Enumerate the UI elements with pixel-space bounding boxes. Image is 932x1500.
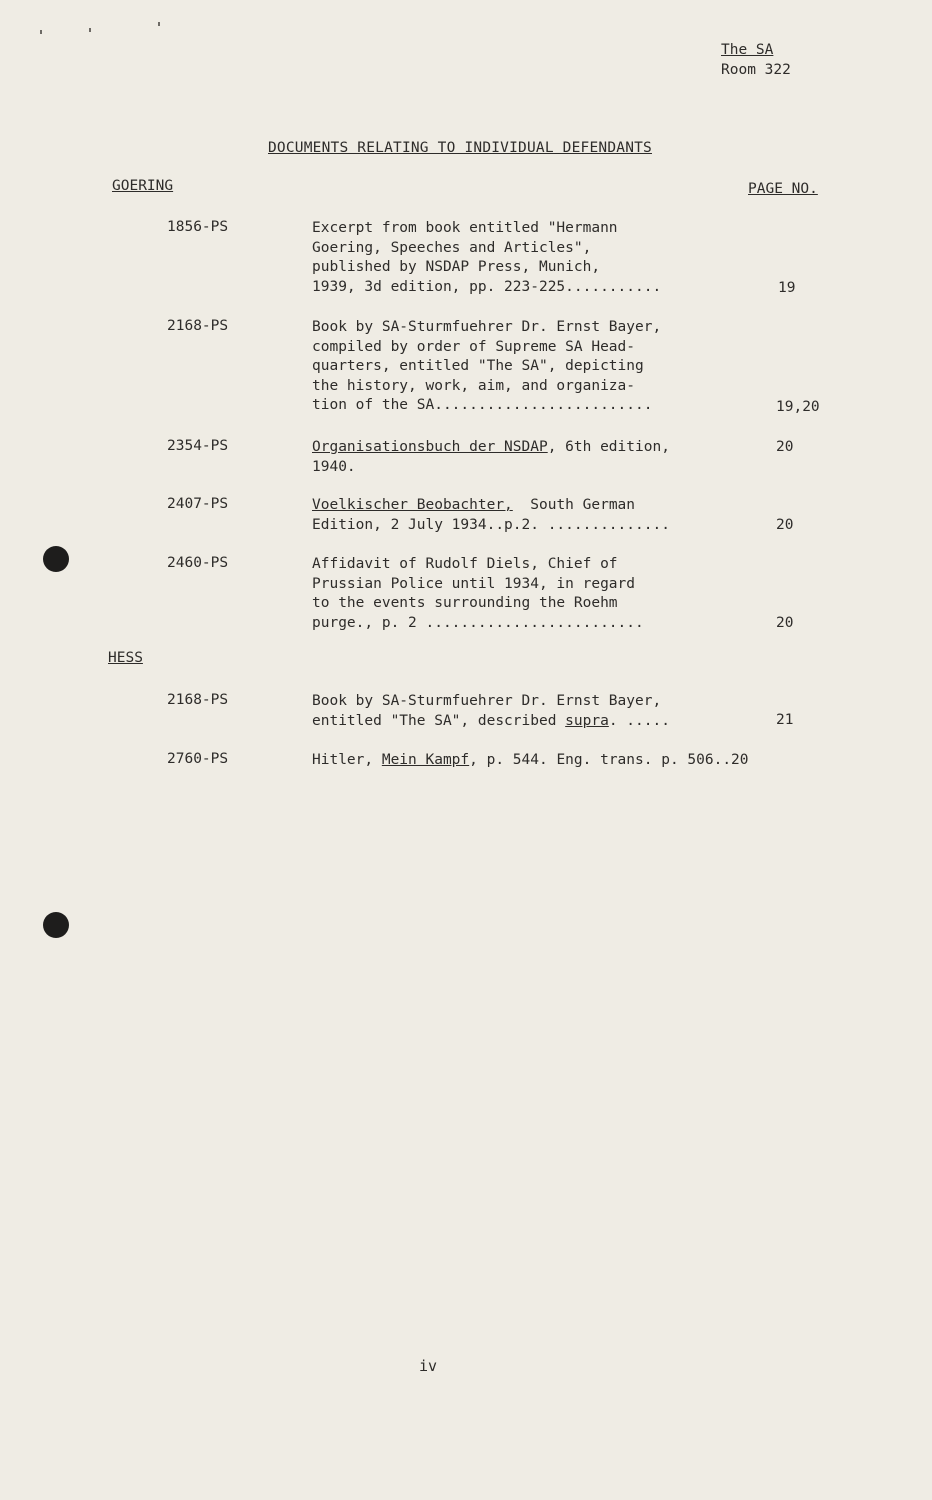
page-number: 20 [776,517,794,533]
page-number: 19,20 [776,399,820,415]
page-title: DOCUMENTS RELATING TO INDIVIDUAL DEFENDANTS [268,140,652,156]
document-id: 2407-PS [167,496,229,512]
document-id: 2760-PS [167,751,229,767]
page-number: 20 [776,615,794,631]
document-description: Excerpt from book entitled "Hermann Goering, Speeches and Articles", published by NSDAP Press, Munich, 1939, 3d edition, pp. 223-225........... [312,220,662,295]
document-id: 2354-PS [167,438,229,454]
paper-speck [40,30,42,34]
page-footer-number: iv [419,1357,438,1375]
document-description: Book by SA-Sturmfuehrer Dr. Ernst Bayer, compiled by order of Supreme SA Head- quarters, entitled "The SA", depicting the history, work, aim, and organiza- tion of the SA......................... [312,319,662,414]
page-number: 20 [776,439,794,455]
header-line2: Room 322 [721,62,791,78]
document-description: Organisationsbuch der NSDAP, 6th edition, 1940. [312,439,670,475]
document-description: Voelkischer Beobachter, South German Edition, 2 July 1934..p.2. .............. [312,497,670,533]
section-heading-goering: GOERING [112,178,174,194]
page-number-column-header: PAGE NO. [748,181,818,197]
header-note [721,40,791,80]
document-description: Hitler, Mein Kampf, p. 544. Eng. trans. p. 506..20 [312,752,749,768]
paper-speck [89,28,91,32]
document-description: Book by SA-Sturmfuehrer Dr. Ernst Bayer, entitled "The SA", described supra. ..... [312,693,670,729]
document-id: 2168-PS [167,692,229,708]
section-heading-hess: HESS [108,650,143,666]
header-line1: The SA [721,42,774,58]
punch-hole [43,912,69,938]
document-description: Affidavit of Rudolf Diels, Chief of Prussian Police until 1934, in regard to the events surrounding the Roehm purge., p. 2 ......................... [312,556,644,631]
paper-speck [158,22,160,26]
punch-hole [43,546,69,572]
page-number: 19 [778,280,796,296]
document-id: 2168-PS [167,318,229,334]
document-id: 1856-PS [167,219,229,235]
page-number: 21 [776,712,794,728]
document-id: 2460-PS [167,555,229,571]
